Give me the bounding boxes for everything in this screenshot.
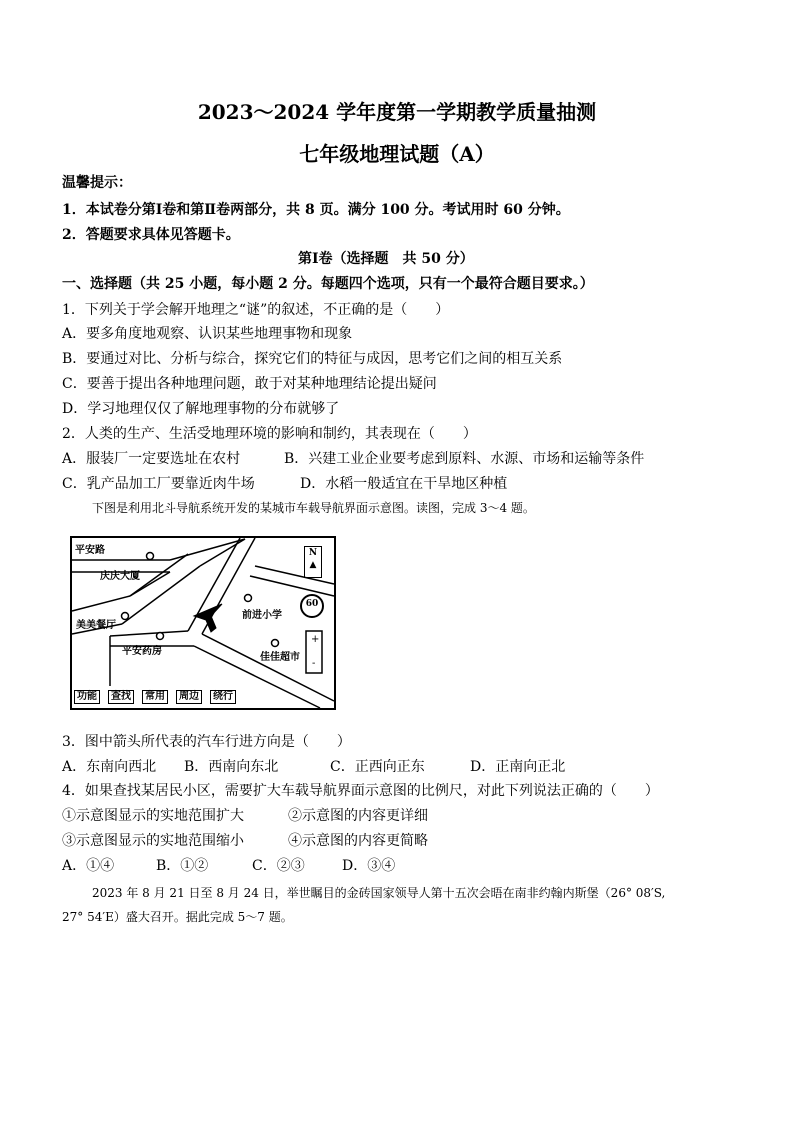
map-button-function[interactable]: 功能 [74, 690, 100, 704]
north-indicator-icon: N ▲ [304, 546, 322, 578]
supermarket-label: 佳佳超市 [260, 652, 300, 663]
school-label: 前进小学 [242, 610, 282, 621]
q4-statement-1: ①示意图显示的实地范围扩大 [62, 808, 244, 824]
q1-option-d: D．学习地理仅仅了解地理事物的分布就够了 [62, 401, 340, 417]
q2-stem: 2．人类的生产、生活受地理环境的影响和制约，其表现在（ ） [62, 426, 477, 442]
map-button-detour[interactable]: 绕行 [210, 690, 236, 704]
road-label: 平安路 [75, 545, 105, 556]
q3-option-c: C．正西向正东 [330, 759, 425, 775]
navigation-map [70, 536, 336, 710]
map-button-nearby[interactable]: 周边 [176, 690, 202, 704]
q3-option-b: B．西南向东北 [184, 759, 279, 775]
exam-title: 2023～2024 学年度第一学期教学质量抽测 [197, 100, 597, 124]
building-label: 庆庆大厦 [100, 571, 140, 582]
tips-heading: 温馨提示： [62, 175, 132, 191]
q1-option-b: B．要通过对比、分析与综合，探究它们的特征与成因，思考它们之间的相互关系 [62, 351, 563, 367]
part1-heading: 第Ⅰ卷（选择题 共 50 分） [298, 251, 474, 267]
zoom-in-button[interactable]: + [311, 634, 320, 645]
tip-2: 2．答题要求具体见答题卡。 [62, 227, 240, 243]
q3-option-d: D．正南向正北 [470, 759, 566, 775]
q4-option-c: C．②③ [252, 858, 305, 874]
speed-limit-sign: 60 [305, 599, 319, 609]
passage-line-1: 2023 年 8 月 21 日至 8 月 24 日，举世瞩目的金砖国家领导人第十五次会晤在南非约翰内斯堡（26° 08′S, [92, 886, 666, 900]
q3-option-a: A．东南向西北 [62, 759, 157, 775]
q1-option-c: C．要善于提出各种地理问题，敢于对某种地理结论提出疑问 [62, 376, 437, 392]
q4-stem: 4．如果查找某居民小区，需要扩大车载导航界面示意图的比例尺，对此下列说法正确的（ ） [62, 783, 659, 799]
exam-subtitle: 七年级地理试题（A） [299, 142, 495, 166]
q4-statement-3: ③示意图显示的实地范围缩小 [62, 833, 244, 849]
q1-stem: 1．下列关于学会解开地理之“谜”的叙述，不正确的是（ ） [62, 302, 450, 318]
q4-option-a: A．①④ [62, 858, 115, 874]
q2-option-a: A．服装厂一定要选址在农村 [62, 451, 241, 467]
q4-option-d: D．③④ [342, 858, 396, 874]
q2-option-c: C．乳产品加工厂要靠近肉牛场 [62, 476, 255, 492]
q4-statement-4: ④示意图的内容更简略 [288, 833, 428, 849]
map-intro: 下图是利用北斗导航系统开发的某城市车载导航界面示意图。读图，完成 3～4 题。 [92, 501, 535, 515]
passage-line-2: 27° 54′E）盛大召开。据此完成 5～7 题。 [62, 910, 293, 924]
restaurant-label: 美美餐厅 [76, 620, 116, 631]
pharmacy-label: 平安药房 [122, 646, 162, 657]
section-heading: 一、选择题（共 25 小题，每小题 2 分。每题四个选项，只有一个最符合题目要求。） [62, 276, 594, 292]
tip-1: 1．本试卷分第Ⅰ卷和第Ⅱ卷两部分，共 8 页。满分 100 分。考试用时 60 分钟。 [62, 202, 570, 218]
q3-stem: 3．图中箭头所代表的汽车行进方向是（ ） [62, 734, 351, 750]
map-button-favorites[interactable]: 常用 [142, 690, 168, 704]
q4-option-b: B．①② [156, 858, 209, 874]
zoom-out-button[interactable]: - [312, 658, 316, 669]
q2-option-b: B．兴建工业企业要考虑到原料、水源、市场和运输等条件 [284, 451, 645, 467]
q4-statement-2: ②示意图的内容更详细 [288, 808, 428, 824]
map-button-search[interactable]: 查找 [108, 690, 134, 704]
q1-option-a: A．要多角度地观察、认识某些地理事物和现象 [62, 326, 353, 342]
q2-option-d: D．水稻一般适宜在干旱地区种植 [300, 476, 508, 492]
